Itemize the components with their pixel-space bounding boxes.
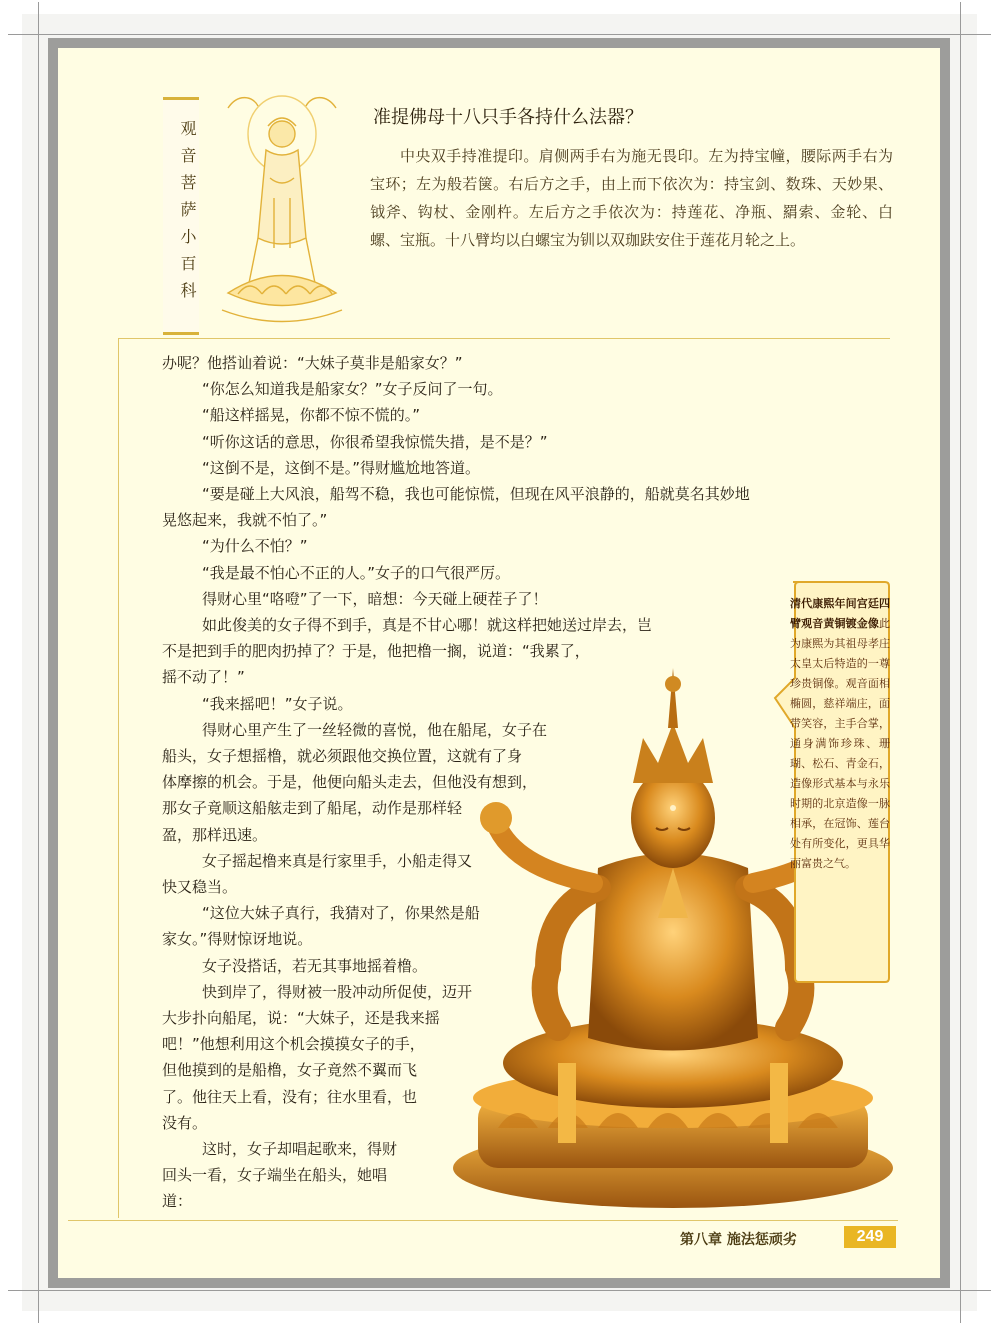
corner-line-bottom	[8, 1290, 991, 1291]
story-line: “这位大妹子真行，我猜对了，你果然是船	[202, 904, 480, 923]
story-line: 体摩擦的机会。于是，他便向船头走去，但他没有想到，	[162, 773, 538, 792]
story-line: “要是碰上大风浪，船驾不稳，我也可能惊慌，但现在风平浪静的，船就莫名其妙地	[202, 485, 750, 503]
story-line: 大步扑向船尾，说：“大妹子，还是我来摇	[162, 1009, 440, 1027]
story-line: 女子没搭话，若无其事地摇着橹。	[202, 956, 428, 975]
story-line: 了。他往天上看，没有；往水里看，也	[162, 1087, 418, 1106]
footer-rule	[68, 1220, 898, 1221]
chapter-label: 第八章 施法惩顽劣	[680, 1232, 797, 1248]
story-line: 吧！”他想利用这个机会摸摸女子的手，	[162, 1035, 425, 1054]
page-number: 249	[844, 1226, 896, 1248]
story-line: 回头一看，女子端坐在船头，她唱	[162, 1166, 388, 1185]
story-line: 盈，那样迅速。	[162, 825, 268, 844]
story-line: “你怎么知道我是船家女？”女子反问了一句。	[202, 380, 503, 399]
story-line: 家女。”得财惊讶地说。	[162, 930, 313, 949]
divider-horizontal	[118, 338, 890, 339]
story-line: “这倒不是，这倒不是。”得财尴尬地答道。	[202, 458, 481, 477]
story-line: “为什么不怕？”	[202, 537, 308, 556]
story-line: 女子摇起橹来真是行家里手，小船走得又	[202, 851, 473, 870]
story-line: “船这样摇晃，你都不惊不慌的。”	[202, 406, 421, 425]
story-line: “听你这话的意思，你很希望我惊慌失措，是不是？”	[202, 432, 548, 451]
sidebar-title: 观音菩萨小百科	[178, 120, 197, 309]
story-line: 没有。	[162, 1113, 208, 1132]
story-line: 船头，女子想摇橹，就必须跟他交换位置，这就有了身	[162, 747, 523, 765]
story-line: 得财心里产生了一丝轻微的喜悦，他在船尾，女子在	[202, 720, 548, 739]
callout-title: 清代康熙年间宫廷四臂观音黄铜镀金像	[790, 597, 890, 630]
guanyin-illustration	[208, 88, 356, 328]
story-line: 快到岸了，得财被一股冲动所促使，迈开	[202, 982, 473, 1001]
story-line: 不是把到手的肥肉扔掉了？于是，他把橹一搁，说道：“我累了，	[162, 642, 590, 661]
story-line: 快又稳当。	[162, 878, 238, 896]
story-line: 如此俊美的女子得不到手，真是不甘心哪！就这样把她送过岸去，岂	[202, 616, 653, 634]
corner-line-top	[8, 34, 991, 35]
story-line: “我来摇吧！”女子说。	[202, 694, 353, 713]
story-line: 得财心里“咯噔”了一下，暗想：今天碰上硬茬子了！	[202, 589, 548, 608]
corner-line-left	[38, 2, 39, 1323]
story-line: “我是最不怕心不正的人。”女子的口气很严厉。	[202, 563, 511, 582]
divider-vertical	[118, 338, 119, 1218]
story-line: 办呢？他搭讪着说：“大妹子莫非是船家女？”	[162, 354, 463, 372]
story-line: 道：	[162, 1192, 193, 1211]
encyclopedia-sidebar	[163, 97, 199, 335]
box-title: 准提佛母十八只手各持什么法器？	[373, 107, 643, 128]
story-line: 这时，女子却唱起歌来，得财	[202, 1140, 398, 1158]
story-line: 晃悠起来，我就不怕了。”	[162, 511, 328, 530]
story-line: 但他摸到的是船橹，女子竟然不翼而飞	[162, 1061, 418, 1080]
box-body-text: 中央双手持准提印。肩侧两手右为施无畏印。左为持宝幢，腰际两手右为宝环；左为般若箧。右后方之手，由上而下依次为：持宝剑、数珠、天妙果、钺斧、钩杖、金刚杵。左后方之手依次为：持莲花、净瓶、羂索、金轮、白螺、宝瓶。十八臂均以白螺宝为钏以双珈趺安住于莲花月轮之上。	[370, 147, 893, 249]
corner-line-right	[960, 2, 961, 1323]
book-page	[58, 48, 940, 1278]
story-line: 摇不动了！”	[162, 668, 245, 687]
story-line: 那女子竟顺这船舷走到了船尾，动作是那样轻	[162, 799, 463, 818]
callout-body: 此为康熙为其祖母孝庄太皇太后特造的一尊珍贵铜像。观音面相椭圆，慈祥端庄，面带笑容，主手合掌，通身满饰珍珠、珊瑚、松石、青金石，造像形式基本与永乐时期的北京造像一脉相承，在冠饰、莲台处有所变化，更具华丽富贵之气。	[790, 617, 890, 870]
callout-text	[790, 594, 890, 874]
